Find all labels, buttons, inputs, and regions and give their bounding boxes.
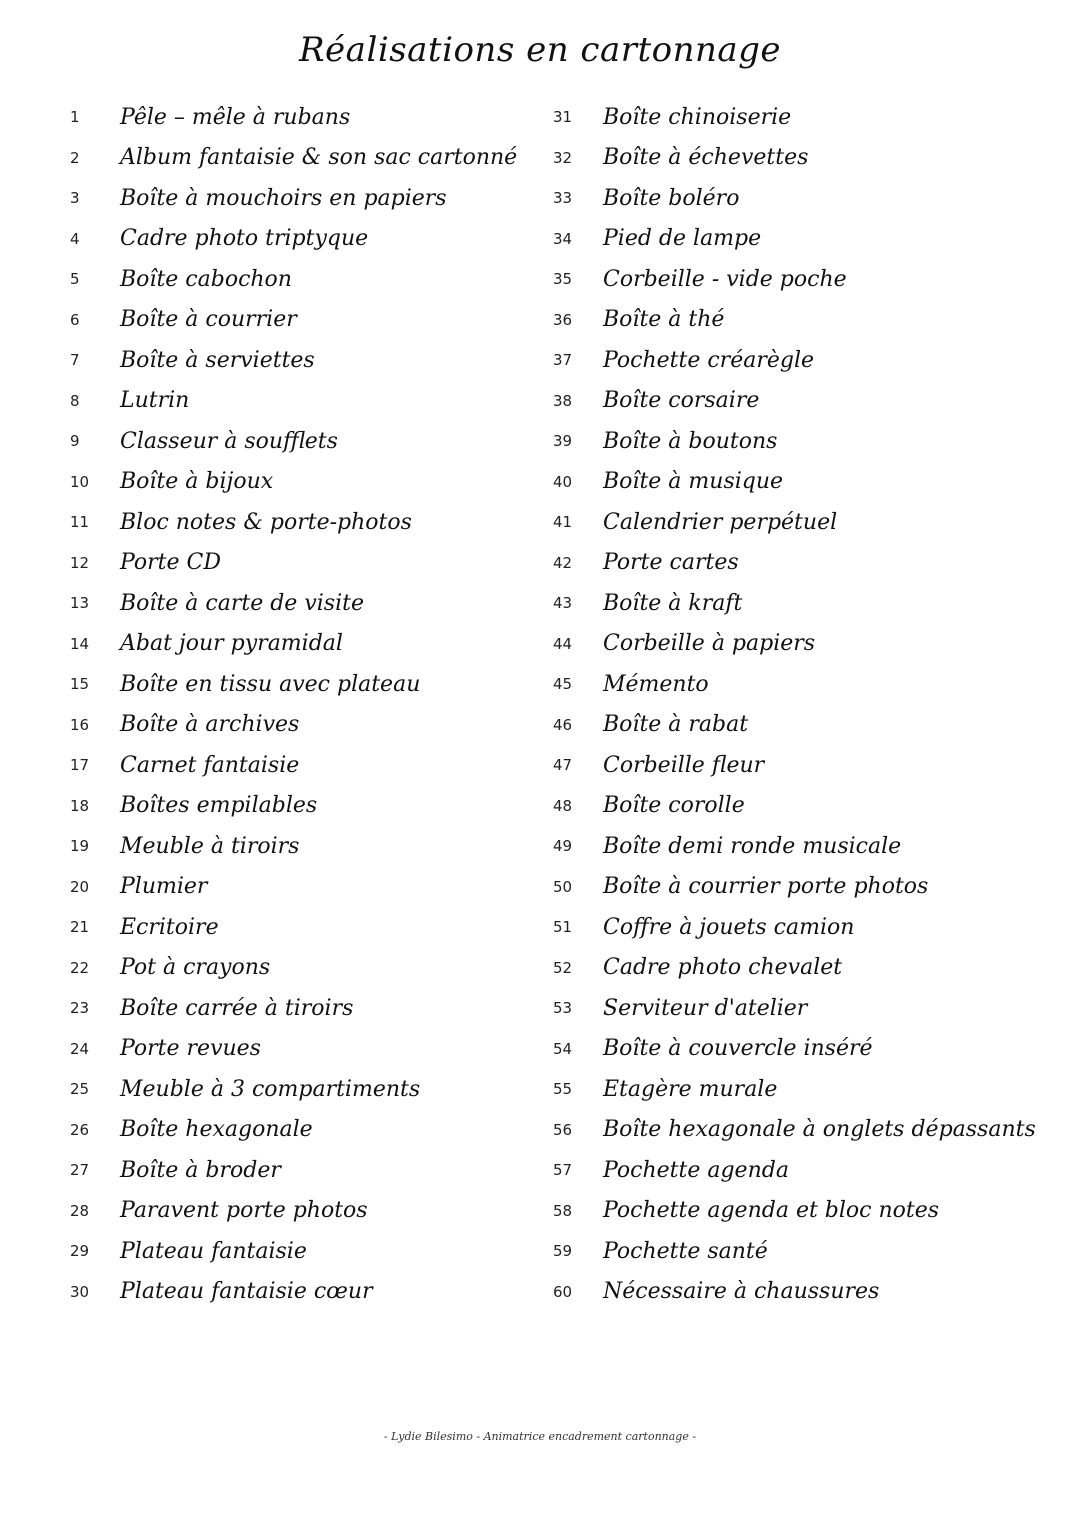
list-item [60, 624, 530, 665]
list-item [60, 259, 530, 300]
item-label: Plateau fantaisie [120, 1238, 307, 1264]
item-label: Coffre à jouets camion [603, 914, 855, 940]
list-item [60, 907, 530, 948]
item-number: 13 [70, 594, 90, 613]
item-number: 38 [553, 391, 573, 410]
item-number: 28 [70, 1201, 90, 1220]
list-item [543, 907, 1063, 948]
item-label: Porte revues [120, 1036, 261, 1062]
item-number: 60 [553, 1282, 573, 1301]
item-label: Pochette agenda et bloc notes [603, 1198, 940, 1224]
item-number: 19 [70, 837, 90, 856]
item-number: 34 [553, 229, 573, 248]
item-label: Boîte à thé [603, 307, 725, 333]
item-label: Calendrier perpétuel [603, 509, 838, 535]
list-item [543, 583, 1063, 624]
item-label: Pochette créarègle [603, 347, 815, 373]
item-number: 52 [553, 958, 573, 977]
item-number: 59 [553, 1242, 573, 1261]
item-label: Nécessaire à chaussures [603, 1279, 880, 1305]
item-number: 49 [553, 837, 573, 856]
list-item [543, 988, 1063, 1029]
item-number: 35 [553, 270, 573, 289]
item-number: 11 [70, 513, 90, 532]
item-number: 3 [70, 189, 80, 208]
list-item [60, 219, 530, 260]
item-number: 4 [70, 229, 80, 248]
item-label: Porte CD [120, 550, 221, 576]
item-number: 20 [70, 877, 90, 896]
item-label: Ecritoire [120, 914, 219, 940]
list-item [543, 1150, 1063, 1191]
left-column-list [60, 97, 530, 1312]
list-item [60, 421, 530, 462]
item-label: Pêle – mêle à rubans [120, 104, 351, 130]
item-label: Boîte à musique [603, 469, 784, 495]
item-label: Boîte corsaire [603, 388, 760, 414]
list-item [60, 1150, 530, 1191]
item-label: Album fantaisie & son sac cartonné [120, 145, 518, 171]
list-item [60, 300, 530, 341]
list-item [60, 462, 530, 503]
item-label: Boîte chinoiserie [603, 104, 792, 130]
item-number: 50 [553, 877, 573, 896]
list-item [60, 948, 530, 989]
item-number: 54 [553, 1039, 573, 1058]
list-item [60, 786, 530, 827]
item-number: 1 [70, 108, 80, 127]
item-number: 48 [553, 796, 573, 815]
list-item [543, 219, 1063, 260]
item-label: Cadre photo chevalet [603, 955, 843, 981]
item-label: Boîte à bijoux [120, 469, 274, 495]
list-item [543, 502, 1063, 543]
list-item [60, 705, 530, 746]
item-label: Boîte à broder [120, 1157, 281, 1183]
list-item [543, 1191, 1063, 1232]
item-label: Boîte boléro [603, 185, 740, 211]
item-number: 22 [70, 958, 90, 977]
list-item [543, 867, 1063, 908]
list-item [60, 1191, 530, 1232]
list-item [60, 381, 530, 422]
item-number: 10 [70, 472, 90, 491]
item-number: 33 [553, 189, 573, 208]
item-number: 26 [70, 1120, 90, 1139]
item-label: Boîte à couvercle inséré [603, 1036, 873, 1062]
list-item [543, 786, 1063, 827]
list-item [60, 867, 530, 908]
item-number: 2 [70, 148, 80, 167]
item-label: Boîte en tissu avec plateau [120, 671, 421, 697]
list-item [60, 1272, 530, 1313]
item-label: Carnet fantaisie [120, 752, 300, 778]
item-number: 45 [553, 675, 573, 694]
item-number: 16 [70, 715, 90, 734]
item-number: 9 [70, 432, 80, 451]
list-item [543, 259, 1063, 300]
list-item [60, 1231, 530, 1272]
item-label: Cadre photo triptyque [120, 226, 369, 252]
item-number: 6 [70, 310, 80, 329]
item-number: 12 [70, 553, 90, 572]
list-item [60, 543, 530, 584]
list-item [543, 462, 1063, 503]
item-label: Pochette santé [603, 1238, 768, 1264]
item-label: Boîte demi ronde musicale [603, 833, 902, 859]
item-label: Boîte à rabat [603, 712, 749, 738]
item-label: Pied de lampe [603, 226, 762, 252]
item-number: 41 [553, 513, 573, 532]
item-label: Mémento [603, 671, 709, 697]
item-label: Boîte corolle [603, 793, 745, 819]
item-number: 46 [553, 715, 573, 734]
item-label: Porte cartes [603, 550, 739, 576]
list-item [60, 502, 530, 543]
list-item [60, 745, 530, 786]
item-label: Plateau fantaisie cœur [120, 1279, 373, 1305]
item-label: Boîte à serviettes [120, 347, 315, 373]
item-label: Etagère murale [603, 1076, 778, 1102]
item-number: 5 [70, 270, 80, 289]
list-item [543, 138, 1063, 179]
list-item [543, 97, 1063, 138]
item-number: 56 [553, 1120, 573, 1139]
item-number: 51 [553, 918, 573, 937]
item-number: 30 [70, 1282, 90, 1301]
item-label: Meuble à tiroirs [120, 833, 300, 859]
list-item [60, 1029, 530, 1070]
page-title: Réalisations en cartonnage [298, 30, 782, 70]
item-number: 42 [553, 553, 573, 572]
item-label: Meuble à 3 compartiments [120, 1076, 421, 1102]
list-item [543, 300, 1063, 341]
list-item [543, 948, 1063, 989]
item-number: 39 [553, 432, 573, 451]
list-item [543, 178, 1063, 219]
item-label: Corbeille à papiers [603, 631, 816, 657]
list-item [60, 340, 530, 381]
item-number: 40 [553, 472, 573, 491]
list-item [60, 664, 530, 705]
item-label: Lutrin [120, 388, 190, 414]
item-number: 27 [70, 1161, 90, 1180]
item-number: 29 [70, 1242, 90, 1261]
item-number: 23 [70, 999, 90, 1018]
item-label: Boîte carrée à tiroirs [120, 995, 354, 1021]
list-item [60, 178, 530, 219]
item-label: Boîte à boutons [603, 428, 778, 454]
list-item [543, 705, 1063, 746]
list-item [543, 543, 1063, 584]
item-label: Boîte hexagonale à onglets dépassants [603, 1117, 1036, 1143]
list-item [543, 624, 1063, 665]
item-label: Corbeille fleur [603, 752, 765, 778]
list-item [60, 988, 530, 1029]
list-item [543, 421, 1063, 462]
list-item [543, 1029, 1063, 1070]
list-item [543, 1069, 1063, 1110]
list-item [543, 381, 1063, 422]
item-label: Boîte hexagonale [120, 1117, 313, 1143]
item-label: Paravent porte photos [120, 1198, 368, 1224]
item-label: Boîte cabochon [120, 266, 292, 292]
item-number: 58 [553, 1201, 573, 1220]
item-label: Classeur à soufflets [120, 428, 338, 454]
item-number: 7 [70, 351, 80, 370]
item-label: Serviteur d'atelier [603, 995, 808, 1021]
item-number: 53 [553, 999, 573, 1018]
item-number: 55 [553, 1080, 573, 1099]
item-number: 37 [553, 351, 573, 370]
list-item [60, 826, 530, 867]
item-label: Corbeille - vide poche [603, 266, 847, 292]
right-column-list [543, 97, 1063, 1312]
item-number: 21 [70, 918, 90, 937]
list-item [543, 1272, 1063, 1313]
list-item [543, 826, 1063, 867]
item-number: 17 [70, 756, 90, 775]
item-label: Abat jour pyramidal [120, 631, 343, 657]
item-number: 15 [70, 675, 90, 694]
item-number: 57 [553, 1161, 573, 1180]
item-label: Bloc notes & porte-photos [120, 509, 412, 535]
item-number: 24 [70, 1039, 90, 1058]
page-footer: - Lydie Bilesimo - Animatrice encadrement cartonnage - [383, 1430, 697, 1443]
item-label: Pochette agenda [603, 1157, 789, 1183]
item-label: Plumier [120, 874, 208, 900]
item-label: Boîte à mouchoirs en papiers [120, 185, 447, 211]
list-item [543, 664, 1063, 705]
item-label: Boîte à échevettes [603, 145, 809, 171]
list-item [60, 97, 530, 138]
item-number: 43 [553, 594, 573, 613]
item-number: 36 [553, 310, 573, 329]
item-label: Boîte à carte de visite [120, 590, 364, 616]
item-label: Boîtes empilables [120, 793, 318, 819]
item-label: Pot à crayons [120, 955, 271, 981]
item-number: 18 [70, 796, 90, 815]
item-label: Boîte à courrier [120, 307, 297, 333]
item-label: Boîte à archives [120, 712, 300, 738]
list-item [543, 745, 1063, 786]
list-item [543, 1110, 1063, 1151]
item-number: 44 [553, 634, 573, 653]
list-item [60, 583, 530, 624]
list-item [543, 340, 1063, 381]
item-label: Boîte à kraft [603, 590, 743, 616]
item-number: 8 [70, 391, 80, 410]
item-number: 32 [553, 148, 573, 167]
item-number: 47 [553, 756, 573, 775]
list-item [60, 1110, 530, 1151]
list-item [543, 1231, 1063, 1272]
item-number: 14 [70, 634, 90, 653]
list-item [60, 138, 530, 179]
list-item [60, 1069, 530, 1110]
item-number: 25 [70, 1080, 90, 1099]
item-label: Boîte à courrier porte photos [603, 874, 929, 900]
item-number: 31 [553, 108, 573, 127]
